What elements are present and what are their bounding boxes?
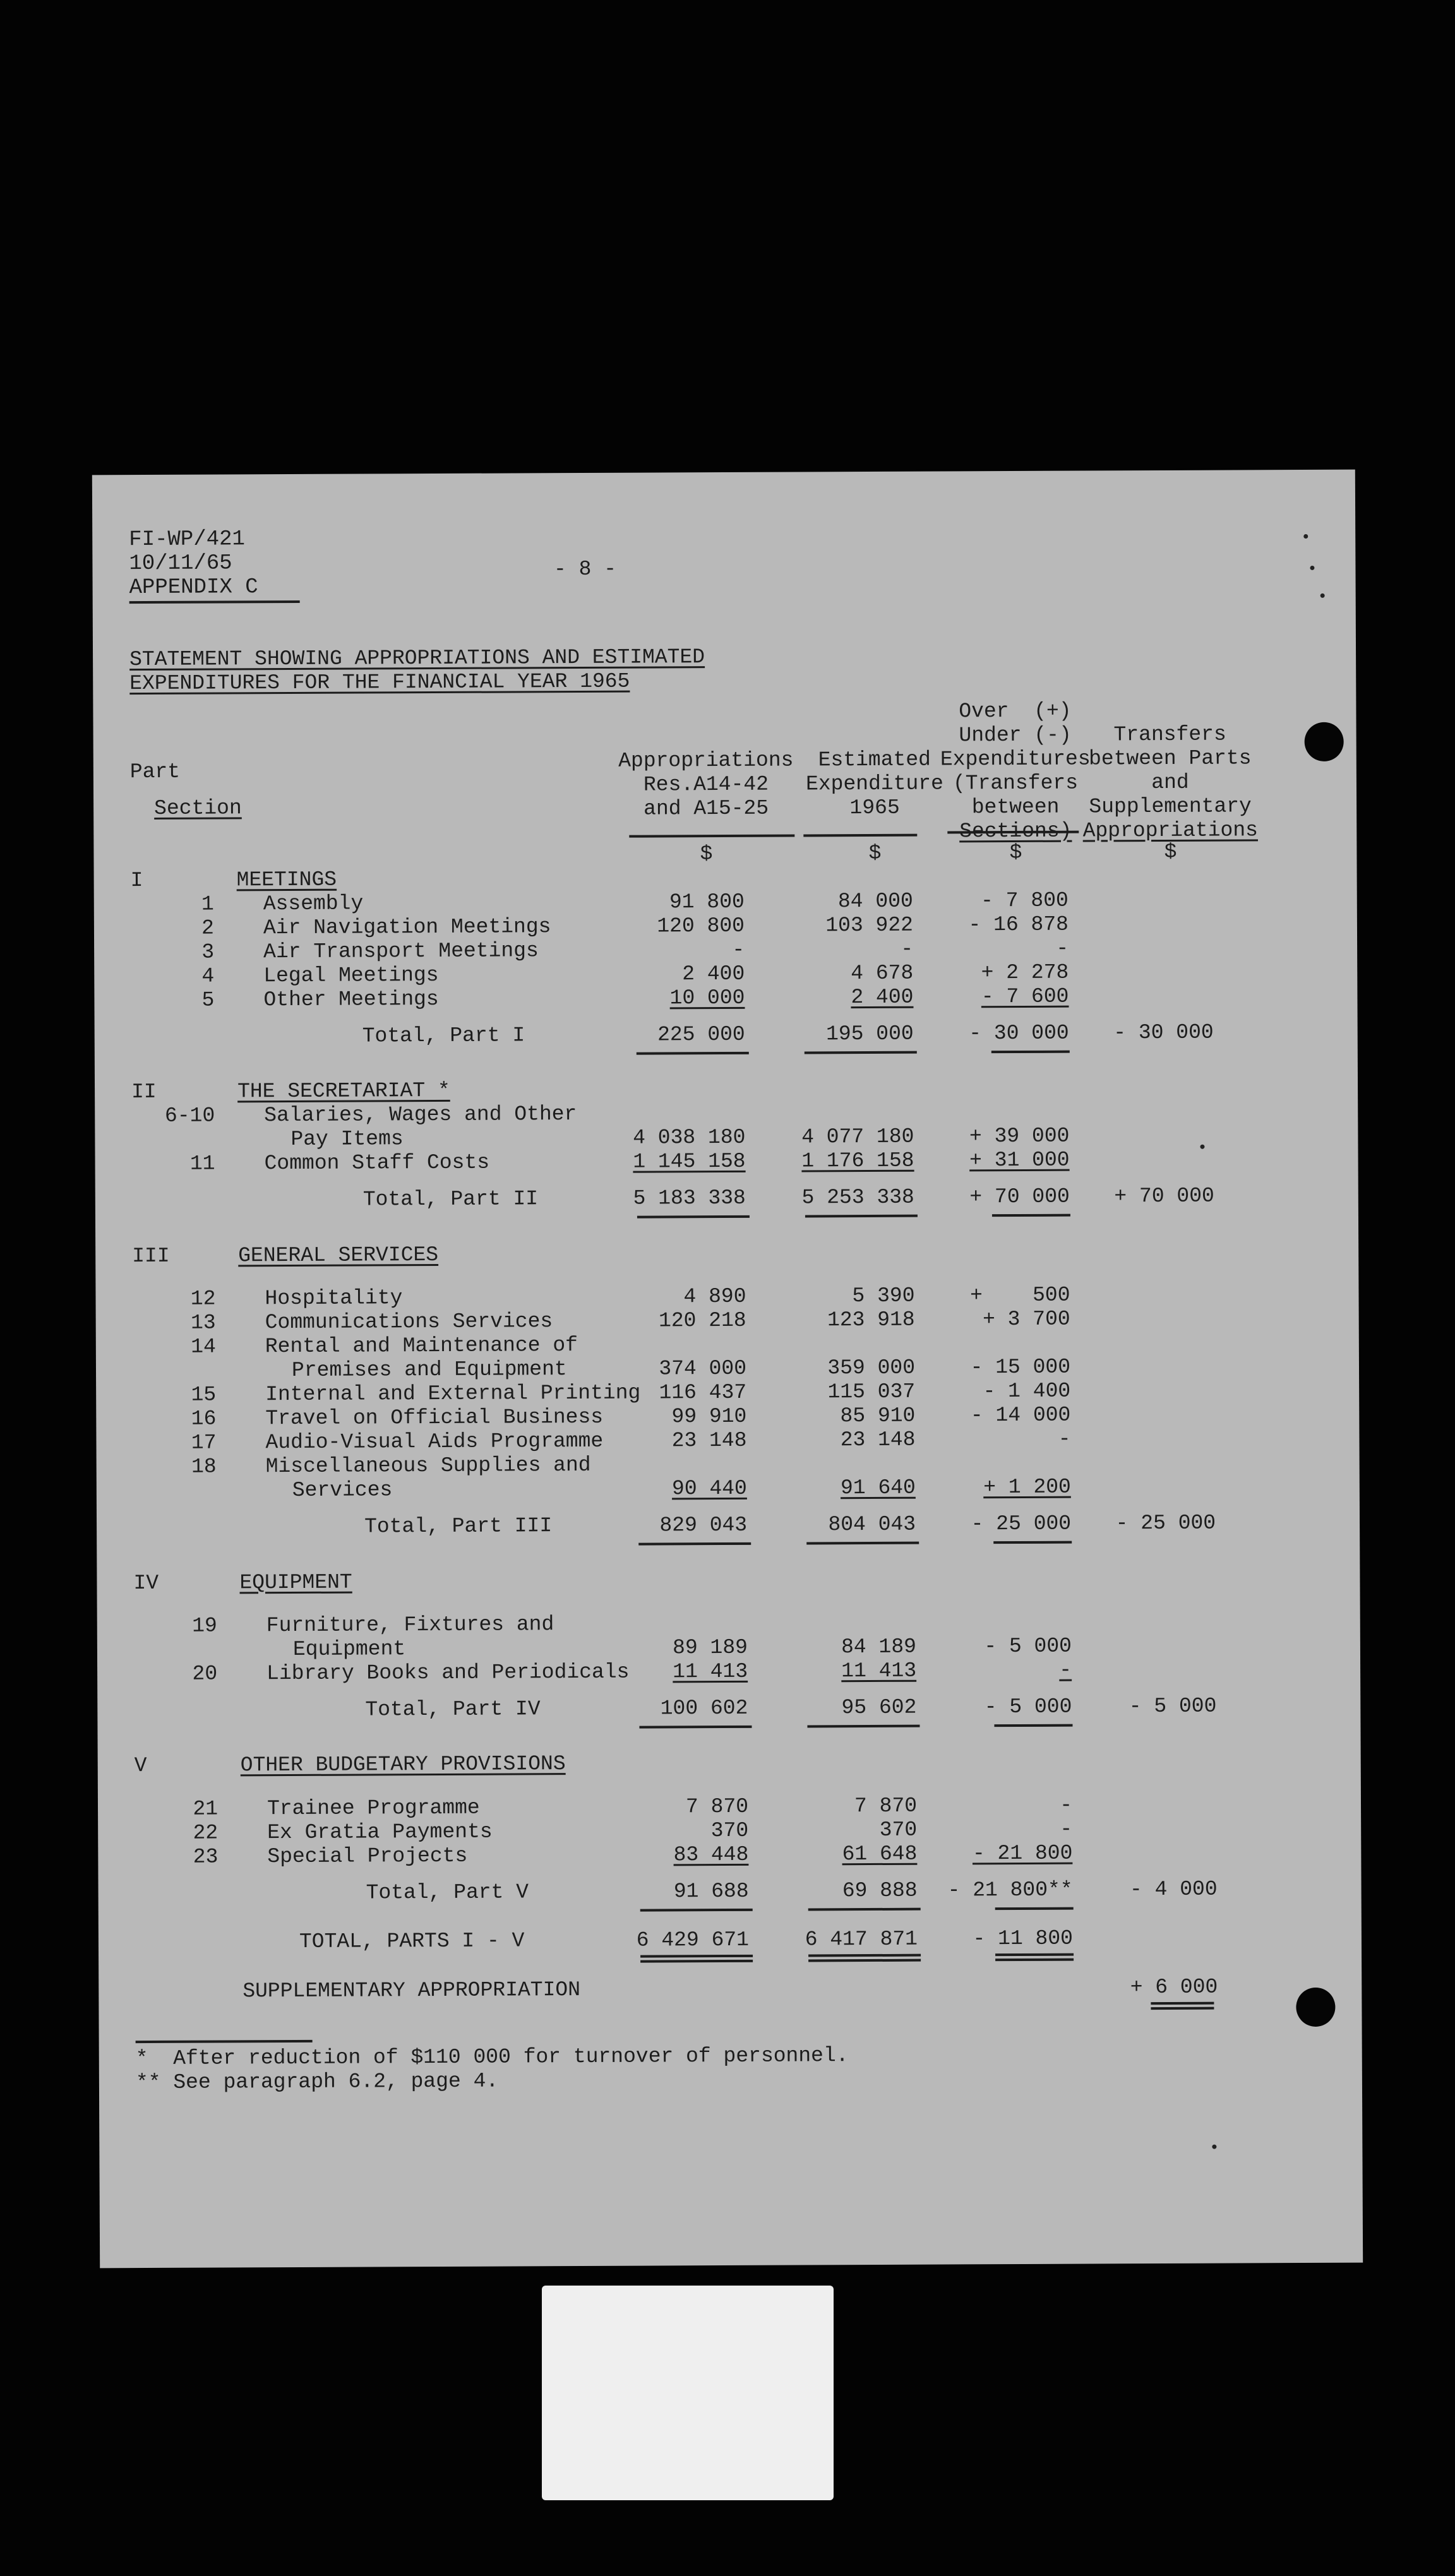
section-description: Common Staff Costs (264, 1151, 490, 1176)
footnote-2: ** See paragraph 6.2, page 4. (135, 2069, 499, 2095)
estimated-value: 91 640 (840, 1476, 916, 1500)
over-under-value: - 5 000 (984, 1634, 1072, 1659)
part-total-estimated: 95 602 (841, 1695, 917, 1720)
appropriation-value: 4 038 180 (633, 1126, 746, 1150)
estimated-value: 85 910 (840, 1404, 916, 1428)
part-number: III (132, 1244, 170, 1268)
appropriation-value: 370 (710, 1818, 749, 1842)
section-number: 11 (189, 1152, 215, 1176)
section-description: Communications Services (265, 1309, 553, 1335)
document-content (92, 470, 1355, 2095)
section-number: 23 (193, 1845, 219, 1869)
over-under-value: + 39 000 (969, 1124, 1070, 1148)
part-total-transfer: - 4 000 (1129, 1877, 1218, 1902)
col-header-part: Part (129, 760, 181, 784)
col-header-estimated: Estimated (818, 748, 931, 772)
over-under-value: - 15 000 (970, 1355, 1071, 1380)
part-title: EQUIPMENT (239, 1570, 352, 1594)
part-total-label: Total, Part II (362, 1187, 539, 1212)
section-description: Furniture, Fixtures and (266, 1613, 554, 1638)
section-number: 12 (190, 1287, 216, 1311)
section-description: Air Navigation Meetings (263, 915, 551, 940)
total-rule-appr (640, 1909, 753, 1912)
part-total-over-under: + 70 000 (969, 1185, 1070, 1209)
document-page (92, 470, 1363, 2269)
punch-hole (1296, 1988, 1335, 2027)
section-description: Ex Gratia Payments (267, 1820, 493, 1844)
total-rule-ou (991, 1051, 1070, 1054)
section-description: Premises and Equipment (291, 1357, 567, 1383)
over-under-value: - (1060, 1817, 1073, 1841)
total-rule-ou (995, 1907, 1074, 1910)
grand-rule-ou-2 (995, 1959, 1074, 1962)
section-number: 6-10 (164, 1104, 215, 1128)
part-total-over-under: - 21 800** (947, 1878, 1073, 1902)
statement-title-1: STATEMENT SHOWING APPROPRIATIONS AND ESTIMATED (129, 645, 705, 672)
appropriation-value: 83 448 (673, 1842, 749, 1867)
col-header-over-under: Sections) (959, 819, 1072, 844)
page-number: - 8 - (553, 557, 617, 581)
total-rule-ou (992, 1214, 1070, 1217)
grand-total-appropriation: 6 429 671 (636, 1928, 750, 1952)
section-description: Salaries, Wages and Other (264, 1102, 577, 1128)
estimated-value: 103 922 (825, 913, 914, 938)
appropriation-value: 90 440 (671, 1477, 747, 1501)
total-rule-appr (639, 1726, 751, 1729)
currency-symbol: $ (868, 841, 882, 866)
part-total-label: Total, Part V (366, 1880, 529, 1905)
total-rule-ou (994, 1724, 1072, 1727)
estimated-value: 84 000 (837, 889, 913, 914)
appropriation-value: 89 189 (673, 1635, 748, 1660)
part-number: IV (133, 1571, 159, 1595)
over-under-value: + 3 700 (982, 1307, 1070, 1332)
appropriation-value: 91 800 (669, 890, 745, 914)
over-under-value: + 1 200 (983, 1475, 1071, 1500)
over-under-value: - 14 000 (970, 1403, 1071, 1428)
total-rule-est (807, 1725, 919, 1728)
section-number: 19 (192, 1614, 217, 1638)
part-total-transfer: - 30 000 (1113, 1020, 1214, 1045)
appropriation-value: 4 890 (683, 1285, 746, 1309)
total-rule-est (805, 1215, 918, 1218)
col-header-over-under: Over (+) (959, 699, 1072, 724)
section-number: 4 (201, 964, 215, 988)
footnote-rule (136, 2040, 313, 2043)
section-description: Pay Items (290, 1127, 404, 1152)
total-rule-ou (993, 1541, 1072, 1544)
col-header-transfers: Supplementary (1089, 794, 1252, 819)
grand-rule-ou-1 (995, 1953, 1074, 1957)
col-header-appropriations: Appropriations (618, 748, 794, 773)
part-total-appropriation: 100 602 (660, 1696, 748, 1720)
appropriation-value: 374 000 (659, 1357, 747, 1381)
col-header-section: Section (154, 796, 242, 820)
grand-rule-est-2 (808, 1959, 921, 1962)
over-under-value: - 16 878 (968, 912, 1069, 937)
part-title: THE SECRETARIAT * (237, 1079, 450, 1104)
estimated-value: 7 870 (854, 1794, 918, 1818)
part-total-appropriation: 91 688 (673, 1879, 749, 1904)
estimated-value: 115 037 (827, 1380, 916, 1404)
part-total-appropriation: 225 000 (657, 1022, 745, 1047)
estimated-value: 5 390 (852, 1284, 915, 1308)
over-under-value: - (1059, 1658, 1072, 1682)
doc-date: 10/11/65 (129, 551, 232, 576)
appropriation-value: 2 400 (682, 962, 745, 986)
part-total-transfer: - 5 000 (1129, 1694, 1217, 1719)
section-number: 14 (191, 1335, 216, 1359)
appendix-underline (129, 600, 300, 604)
over-under-value: - (1060, 1793, 1073, 1817)
section-description: Air Transport Meetings (263, 939, 539, 964)
doc-ref: FI-WP/421 (129, 527, 245, 552)
section-number: 18 (191, 1455, 217, 1479)
part-total-over-under: - 5 000 (984, 1695, 1072, 1719)
section-description: Assembly (263, 891, 364, 916)
over-under-value: - (1056, 936, 1069, 960)
part-total-label: Total, Part I (362, 1023, 525, 1048)
appropriation-value: 10 000 (669, 986, 745, 1010)
total-rule-appr (638, 1542, 751, 1546)
section-number: 5 (201, 988, 215, 1012)
over-under-value: - 21 800 (972, 1841, 1073, 1866)
col-header-over-under: (Transfers (952, 771, 1079, 796)
appropriation-value: 23 148 (671, 1429, 747, 1453)
section-description: Internal and External Printing (265, 1381, 641, 1407)
total-rule-appr (637, 1052, 749, 1055)
part-total-transfer: - 25 000 (1115, 1511, 1216, 1535)
section-number: 2 (201, 916, 215, 940)
col-header-estimated: 1965 (849, 796, 900, 820)
part-number: I (130, 869, 143, 893)
total-rule-est (805, 1051, 917, 1054)
header-rule-est (803, 834, 917, 837)
col-header-over-under: between (971, 795, 1060, 820)
grand-total-over-under: - 11 800 (973, 1926, 1074, 1951)
part-total-over-under: - 25 000 (971, 1512, 1072, 1536)
part-total-label: Total, Part III (364, 1514, 553, 1539)
total-rule-appr (637, 1215, 750, 1219)
section-number: 17 (191, 1431, 217, 1455)
estimated-value: 123 918 (827, 1308, 915, 1332)
part-total-appropriation: 5 183 338 (633, 1186, 746, 1211)
currency-symbol: $ (1009, 840, 1022, 865)
estimated-value: 11 413 (841, 1659, 917, 1683)
part-total-transfer: + 70 000 (1114, 1184, 1214, 1208)
currency-symbol: $ (1164, 840, 1177, 864)
scan-speck (1310, 566, 1314, 570)
scan-speck (1320, 593, 1325, 598)
appropriation-value: 120 218 (658, 1309, 746, 1333)
col-header-transfers: Appropriations (1082, 818, 1258, 843)
section-number: 22 (193, 1821, 219, 1845)
scan-speck (1212, 2145, 1216, 2149)
part-title: GENERAL SERVICES (238, 1243, 439, 1268)
estimated-value: 4 678 (851, 961, 914, 986)
appropriation-value: 11 413 (673, 1659, 748, 1684)
over-under-value: + 500 (969, 1283, 1070, 1308)
section-description: Legal Meetings (263, 963, 439, 988)
section-number: 20 (192, 1662, 218, 1686)
currency-symbol: $ (700, 842, 713, 866)
supplementary-value: + 6 000 (1130, 1975, 1218, 2000)
col-header-over-under: Under (-) (959, 723, 1072, 748)
over-under-value: - (1058, 1427, 1071, 1451)
grand-rule-appr-2 (640, 1960, 753, 1963)
section-description: Audio-Visual Aids Programme (265, 1429, 604, 1455)
estimated-value: 23 148 (840, 1428, 916, 1452)
section-description: Travel on Official Business (265, 1405, 604, 1431)
estimated-value: 370 (879, 1818, 918, 1842)
section-description: Miscellaneous Supplies and (265, 1453, 591, 1479)
over-under-value: - 7 800 (981, 888, 1069, 913)
col-header-transfers: between Parts (1088, 746, 1252, 771)
supp-rule-1 (1151, 2002, 1214, 2005)
col-header-estimated: Expenditure (805, 772, 943, 796)
total-rule-est (808, 1907, 921, 1911)
scanner-card (542, 2286, 834, 2500)
section-description: Services (292, 1478, 393, 1503)
part-total-appropriation: 829 043 (659, 1513, 748, 1537)
grand-total-estimated: 6 417 871 (805, 1927, 918, 1952)
section-description: Hospitality (265, 1286, 403, 1311)
section-number: 3 (201, 940, 215, 964)
part-number: II (131, 1080, 157, 1104)
section-description: Trainee Programme (266, 1796, 480, 1820)
part-total-estimated: 195 000 (825, 1022, 914, 1046)
section-number: 15 (191, 1383, 217, 1407)
estimated-value: 61 648 (842, 1842, 918, 1866)
appropriation-value: 116 437 (659, 1381, 747, 1405)
part-title: MEETINGS (236, 868, 337, 892)
section-number: 13 (190, 1311, 216, 1335)
part-title: OTHER BUDGETARY PROVISIONS (240, 1752, 566, 1777)
col-header-transfers: Transfers (1113, 722, 1226, 747)
col-header-transfers: and (1151, 770, 1189, 795)
appendix-label: APPENDIX C (129, 575, 258, 600)
section-number: 1 (201, 892, 214, 916)
scan-speck (1200, 1145, 1204, 1149)
section-number: 21 (193, 1797, 219, 1821)
part-total-estimated: 69 888 (842, 1878, 918, 1903)
scan-speck (1303, 534, 1308, 539)
section-number: 16 (191, 1407, 217, 1431)
total-rule-est (806, 1542, 919, 1545)
header-rule-appr (629, 835, 794, 838)
part-total-estimated: 804 043 (828, 1512, 916, 1537)
estimated-value: 2 400 (851, 985, 914, 1010)
part-total-estimated: 5 253 338 (801, 1186, 914, 1210)
estimated-value: - (901, 937, 914, 961)
grand-rule-est-1 (808, 1954, 921, 1957)
over-under-value: - 1 400 (983, 1379, 1071, 1404)
part-number: V (134, 1754, 147, 1778)
section-description: Library Books and Periodicals (266, 1660, 630, 1686)
appropriation-value: 120 800 (657, 914, 745, 938)
appropriation-value: 99 910 (671, 1405, 747, 1429)
part-total-over-under: - 30 000 (969, 1021, 1069, 1046)
appropriation-value: 1 145 158 (633, 1150, 746, 1174)
punch-hole (1305, 722, 1344, 761)
supplementary-label: SUPPLEMENTARY APPROPRIATION (242, 1978, 581, 2003)
over-under-value: + 31 000 (969, 1148, 1070, 1172)
section-description: Special Projects (267, 1844, 468, 1868)
over-under-value: + 2 278 (981, 960, 1069, 985)
estimated-value: 4 077 180 (801, 1125, 914, 1149)
col-header-appropriations: and A15-25 (644, 796, 769, 821)
over-under-value: - 7 600 (981, 984, 1069, 1009)
section-description: Equipment (292, 1637, 406, 1662)
estimated-value: 84 189 (841, 1635, 917, 1659)
estimated-value: 359 000 (827, 1356, 916, 1380)
section-description: Other Meetings (263, 987, 439, 1012)
footnote-1: * After reduction of $110 000 for turnover of personnel. (135, 2044, 849, 2071)
supp-rule-2 (1151, 2007, 1214, 2010)
appropriation-value: 7 870 (685, 1794, 749, 1819)
part-total-label: Total, Part IV (365, 1697, 541, 1722)
col-header-over-under: Expenditures (940, 747, 1091, 772)
col-header-appropriations: Res.A14-42 (643, 772, 769, 797)
estimated-value: 1 176 158 (801, 1149, 914, 1173)
grand-rule-appr-1 (640, 1955, 753, 1958)
appropriation-value: - (732, 938, 745, 962)
grand-total-label: TOTAL, PARTS I - V (299, 1929, 525, 1954)
section-description: Rental and Maintenance of (265, 1333, 578, 1359)
statement-title-2: EXPENDITURES FOR THE FINANCIAL YEAR 1965 (129, 669, 630, 696)
